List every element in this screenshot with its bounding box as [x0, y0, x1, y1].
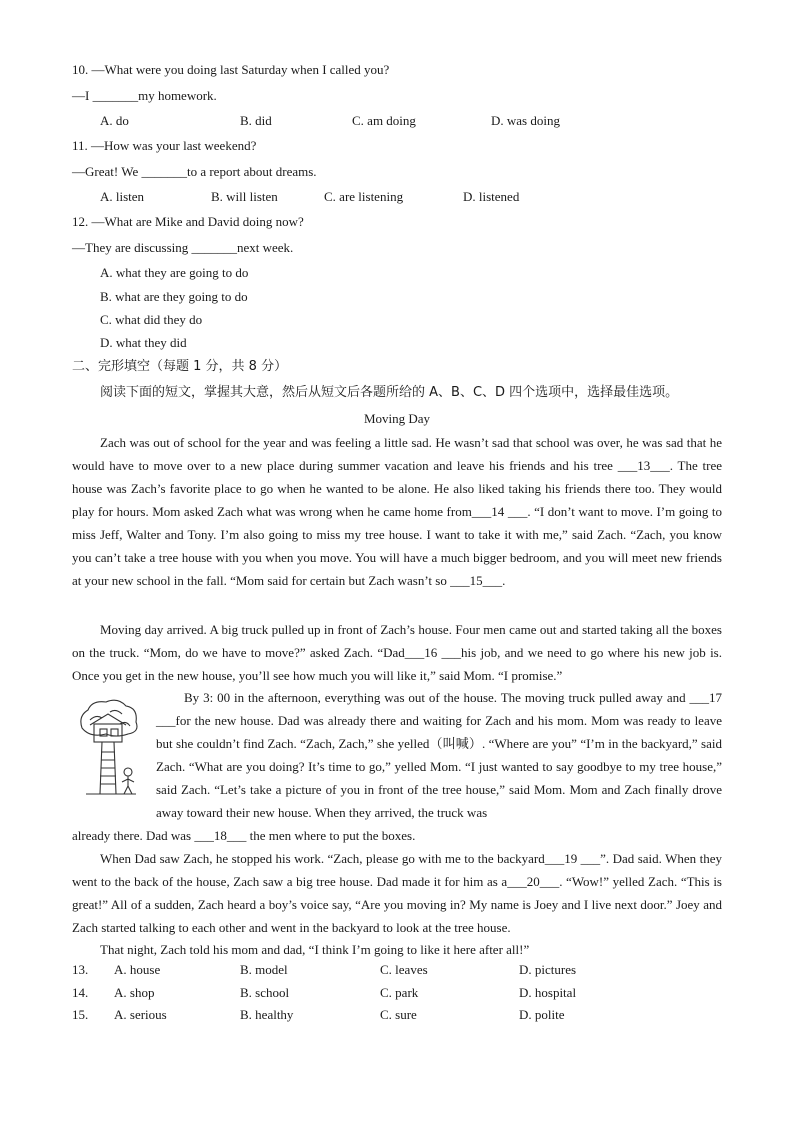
passage-paragraph-4: When Dad saw Zach, he stopped his work. “Zach, please go with me to the backyard___19 ___”. Dad said. When they went to the back of the house, Zach saw a big tree house. Dad made it for him as a___20___. “Wow!” yelled Zach. “This is great!” All of a sudden, Zach heard a boy’s voice say, “Are you moving in? My name is Joey and I live next door.” Joey and Zach started talking to each other and went in the backyard to look at the tree house.: [72, 851, 722, 935]
choice-15-option-b: B. healthy: [240, 1007, 294, 1022]
passage-paragraph-3-continued: already there. Dad was ___18___ the men where to put the boxes.: [72, 828, 416, 843]
passage-paragraph-2: Moving day arrived. A big truck pulled up in front of Zach’s house. Four men came out and started taking all the boxes on the truck. “Mom, do we have to move?” asked Zach. “Dad___16 ___his job, and we need to go where his new job is. Once you get in the new house, you’ll see how much you will like it,” said Mom. “I promise.”: [72, 622, 722, 683]
question-12-option-c: C. what did they do: [100, 312, 203, 327]
section-heading: 二、完形填空（每题 1 分，共 8 分）: [72, 359, 288, 374]
question-12-answer: —They are discussing _______next week.: [72, 240, 294, 255]
question-10-option-b: B. did: [240, 113, 272, 128]
choice-13-option-b: B. model: [240, 962, 288, 977]
choice-14-option-d: D. hospital: [519, 985, 577, 1000]
passage-paragraph-5: That night, Zach told his mom and dad, “I think I’m going to like it here after all!”: [100, 942, 530, 957]
question-12-option-a: A. what they are going to do: [100, 265, 249, 280]
question-10-option-a: A. do: [100, 113, 129, 128]
passage-title: Moving Day: [363, 411, 431, 426]
choice-14-option-c: C. park: [380, 985, 419, 1000]
question-11-option-c: C. are listening: [324, 189, 404, 204]
question-12-option-d: D. what they did: [100, 335, 187, 350]
passage-paragraph-1: Zach was out of school for the year and was feeling a little sad. He wasn’t sad that school was over, he was sad that he would have to move over to a new place during summer vacation and leave his friends and his tree ___13___. The tree house was Zach’s favorite place to go when he wanted to be alone. He also liked taking his friends there too. They would play for hours. Mom asked Zach what was wrong when he came home from___14 ___. “I don’t want to move. I’m going to miss Jeff, Walter and Tony. I’m also going to miss my tree house. I want to take it with me,” said Zach. “Zach, you know you can’t take a tree house with you when you move. You will have a much bigger bedroom, and you will meet new friends at your new school in the fall. “Mom said for certain but Zach wasn’t so ___15___.: [72, 435, 722, 588]
choice-14-option-b: B. school: [240, 985, 290, 1000]
question-10-answer: —I _______my homework.: [72, 88, 217, 103]
choice-13-option-c: C. leaves: [380, 962, 428, 977]
choice-13-option-a: A. house: [114, 962, 161, 977]
question-12-option-b: B. what are they going to do: [100, 289, 248, 304]
question-11-option-a: A. listen: [100, 189, 145, 204]
choice-15-option-a: A. serious: [114, 1007, 167, 1022]
choice-15-number: 15.: [72, 1007, 89, 1022]
choice-14-option-a: A. shop: [114, 985, 155, 1000]
question-12-stem: 12. —What are Mike and David doing now?: [72, 214, 304, 229]
choice-15-option-c: C. sure: [380, 1007, 417, 1022]
tree-house-illustration: [76, 698, 142, 800]
choice-13-number: 13.: [72, 962, 89, 977]
passage-paragraph-3: By 3: 00 in the afternoon, everything was out of the house. The moving truck pulled away and ___17 ___for the new house. Dad was already there and waiting for Zach and his mom. Mom was ready to leave but she couldn’t find Zach. “Zach, Zach,” she yelled（叫喊）. “Where are you” “I’m in the backyard,” said Zach. “What are you doing? It’s time to go,” yelled Mom. “I just wanted to say goodbye to my tree house,” said Zach. “Let’s take a picture of you in front of the tree house,” said Mom. Mom and Zach finally drove away toward their new house. When they arrived, the truck was: [156, 690, 722, 820]
choice-15-option-d: D. polite: [519, 1007, 565, 1022]
question-11-option-d: D. listened: [463, 189, 520, 204]
section-instruction: 阅读下面的短文，掌握其大意，然后从短文后各题所给的 A、B、C、D 四个选项中，选择最佳选项。: [100, 385, 679, 400]
question-10-option-d: D. was doing: [491, 113, 560, 128]
question-11-stem: 11. —How was your last weekend?: [72, 138, 257, 153]
question-11-answer: —Great! We _______to a report about dreams.: [72, 164, 317, 179]
choice-14-number: 14.: [72, 985, 89, 1000]
choice-13-option-d: D. pictures: [519, 962, 577, 977]
question-10-option-c: C. am doing: [352, 113, 416, 128]
question-10-stem: 10. —What were you doing last Saturday when I called you?: [72, 62, 390, 77]
question-11-option-b: B. will listen: [211, 189, 278, 204]
